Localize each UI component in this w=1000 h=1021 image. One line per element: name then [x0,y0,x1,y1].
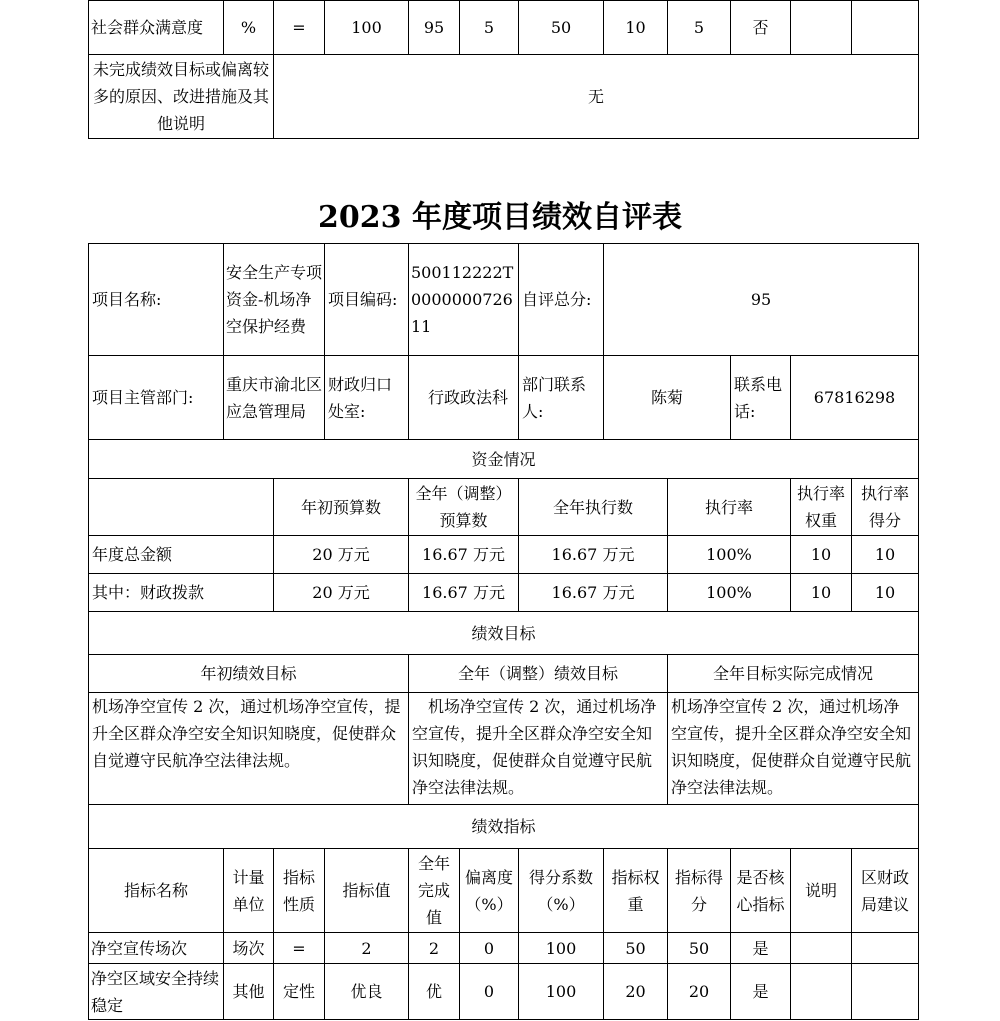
indicator-cell: 0 [460,933,519,964]
unit-cell: % [224,1,274,55]
indicator-cell: 优良 [325,964,409,1020]
table-row [89,655,919,693]
indicator-cell: 100 [519,964,604,1020]
contact-label: 部门联系人: [519,356,604,440]
indicator-cell: 定性 [274,964,325,1020]
core-indicator-cell: 否 [731,1,791,55]
funds-header: 执行率得分 [852,479,919,536]
goal-text: 机场净空宣传 2 次，通过机场净空宣传，提升全区群众净空安全知识知晓度，促使群众自觉遵守民航净空法律法规。 [89,693,409,805]
indicator-cell: 50 [604,933,668,964]
actual-value-cell: 95 [409,1,460,55]
funds-cell: 10 [791,536,852,574]
phone-label: 联系电话: [731,356,791,440]
indicator-header: 偏离度（%） [460,849,519,933]
indicator-cell: 是 [731,964,791,1020]
indicator-cell [791,933,852,964]
table-row [89,933,919,964]
table-row [89,693,919,805]
funds-header: 执行率权重 [791,479,852,536]
dept-value: 重庆市渝北区应急管理局 [224,356,325,440]
funds-cell: 16.67 万元 [519,536,668,574]
funds-cell: 100% [668,574,791,612]
target-value-cell: 100 [325,1,409,55]
funds-section-title: 资金情况 [89,440,919,479]
suggestion-cell [852,1,919,55]
project-name-label: 项目名称: [89,244,224,356]
office-value: 行政政法科 [409,356,519,440]
funds-header: 执行率 [668,479,791,536]
funds-cell: 10 [852,574,919,612]
table-row [89,805,919,849]
indicator-header: 指标名称 [89,849,224,933]
goals-header: 全年（调整）绩效目标 [409,655,668,693]
performance-evaluation-table [88,243,919,1020]
funds-cell: 100% [668,536,791,574]
project-name-value: 安全生产专项资金-机场净空保护经费 [224,244,325,356]
indicator-cell: 是 [731,933,791,964]
dept-label: 项目主管部门: [89,356,224,440]
indicator-header: 指标性质 [274,849,325,933]
indicator-cell [852,933,919,964]
indicator-header: 指标权重 [604,849,668,933]
indicators-section-title: 绩效指标 [89,805,919,849]
indicator-header: 说明 [791,849,852,933]
funds-cell: 16.67 万元 [409,536,519,574]
funds-cell: 16.67 万元 [409,574,519,612]
funds-cell: 20 万元 [274,536,409,574]
indicator-cell: 场次 [224,933,274,964]
table-row [89,440,919,479]
coefficient-cell: 50 [519,1,604,55]
indicator-name-cell: 社会群众满意度 [89,1,224,55]
page-title: 2023 年度项目绩效自评表 [318,200,682,235]
table-row [89,244,919,356]
reason-label-cell: 未完成绩效目标或偏离较多的原因、改进措施及其他说明 [89,55,274,139]
table-row [89,1,919,55]
funds-header: 年初预算数 [274,479,409,536]
score-cell: 5 [668,1,731,55]
indicator-header: 得分系数（%） [519,849,604,933]
indicator-cell: 0 [460,964,519,1020]
reason-value-cell: 无 [274,55,919,139]
funds-header: 全年执行数 [519,479,668,536]
indicator-cell: 其他 [224,964,274,1020]
indicator-cell: 优 [409,964,460,1020]
funds-header: 全年（调整）预算数 [409,479,519,536]
funds-cell: 16.67 万元 [519,574,668,612]
indicator-cell: 2 [409,933,460,964]
goals-header: 年初绩效目标 [89,655,409,693]
office-label: 财政归口处室: [325,356,409,440]
indicator-cell: 50 [668,933,731,964]
table-row [89,536,919,574]
indicator-cell: 20 [668,964,731,1020]
indicator-cell [852,964,919,1020]
goals-section-title: 绩效目标 [89,612,919,655]
table-row [89,479,919,536]
funds-cell: 10 [791,574,852,612]
previous-indicator-table [88,0,919,139]
funds-cell: 10 [852,536,919,574]
indicator-header: 指标值 [325,849,409,933]
funds-row-label: 其中：财政拨款 [89,574,274,612]
table-row [89,574,919,612]
indicator-header: 全年完成值 [409,849,460,933]
indicator-header: 区财政局建议 [852,849,919,933]
indicator-cell: 100 [519,933,604,964]
empty-header-cell [89,479,274,536]
indicator-header: 是否核心指标 [731,849,791,933]
note-cell [791,1,852,55]
funds-cell: 20 万元 [274,574,409,612]
contact-value: 陈菊 [604,356,731,440]
deviation-cell: 5 [460,1,519,55]
phone-value: 67816298 [791,356,919,440]
project-code-value: 500112222T000000072611 [409,244,519,356]
table-row [89,964,919,1020]
goal-text: 机场净空宣传 2 次，通过机场净空宣传，提升全区群众净空安全知识知晓度，促使群众自觉遵守民航净空法律法规。 [409,693,668,805]
indicator-cell: = [274,933,325,964]
table-row [89,849,919,933]
table-row [89,55,919,139]
indicator-cell [791,964,852,1020]
indicator-cell: 20 [604,964,668,1020]
indicator-header: 指标得分 [668,849,731,933]
nature-cell: = [274,1,325,55]
indicator-name-cell: 净空宣传场次 [89,933,224,964]
goal-text: 机场净空宣传 2 次，通过机场净空宣传，提升全区群众净空安全知识知晓度，促使群众自觉遵守民航净空法律法规。 [668,693,919,805]
table-row [89,612,919,655]
table-row [89,356,919,440]
indicator-name-cell: 净空区域安全持续稳定 [89,964,224,1020]
indicator-cell: 2 [325,933,409,964]
goals-header: 全年目标实际完成情况 [668,655,919,693]
indicator-header: 计量单位 [224,849,274,933]
self-score-value: 95 [604,244,919,356]
weight-cell: 10 [604,1,668,55]
project-code-label: 项目编码: [325,244,409,356]
funds-row-label: 年度总金额 [89,536,274,574]
self-score-label: 自评总分: [519,244,604,356]
